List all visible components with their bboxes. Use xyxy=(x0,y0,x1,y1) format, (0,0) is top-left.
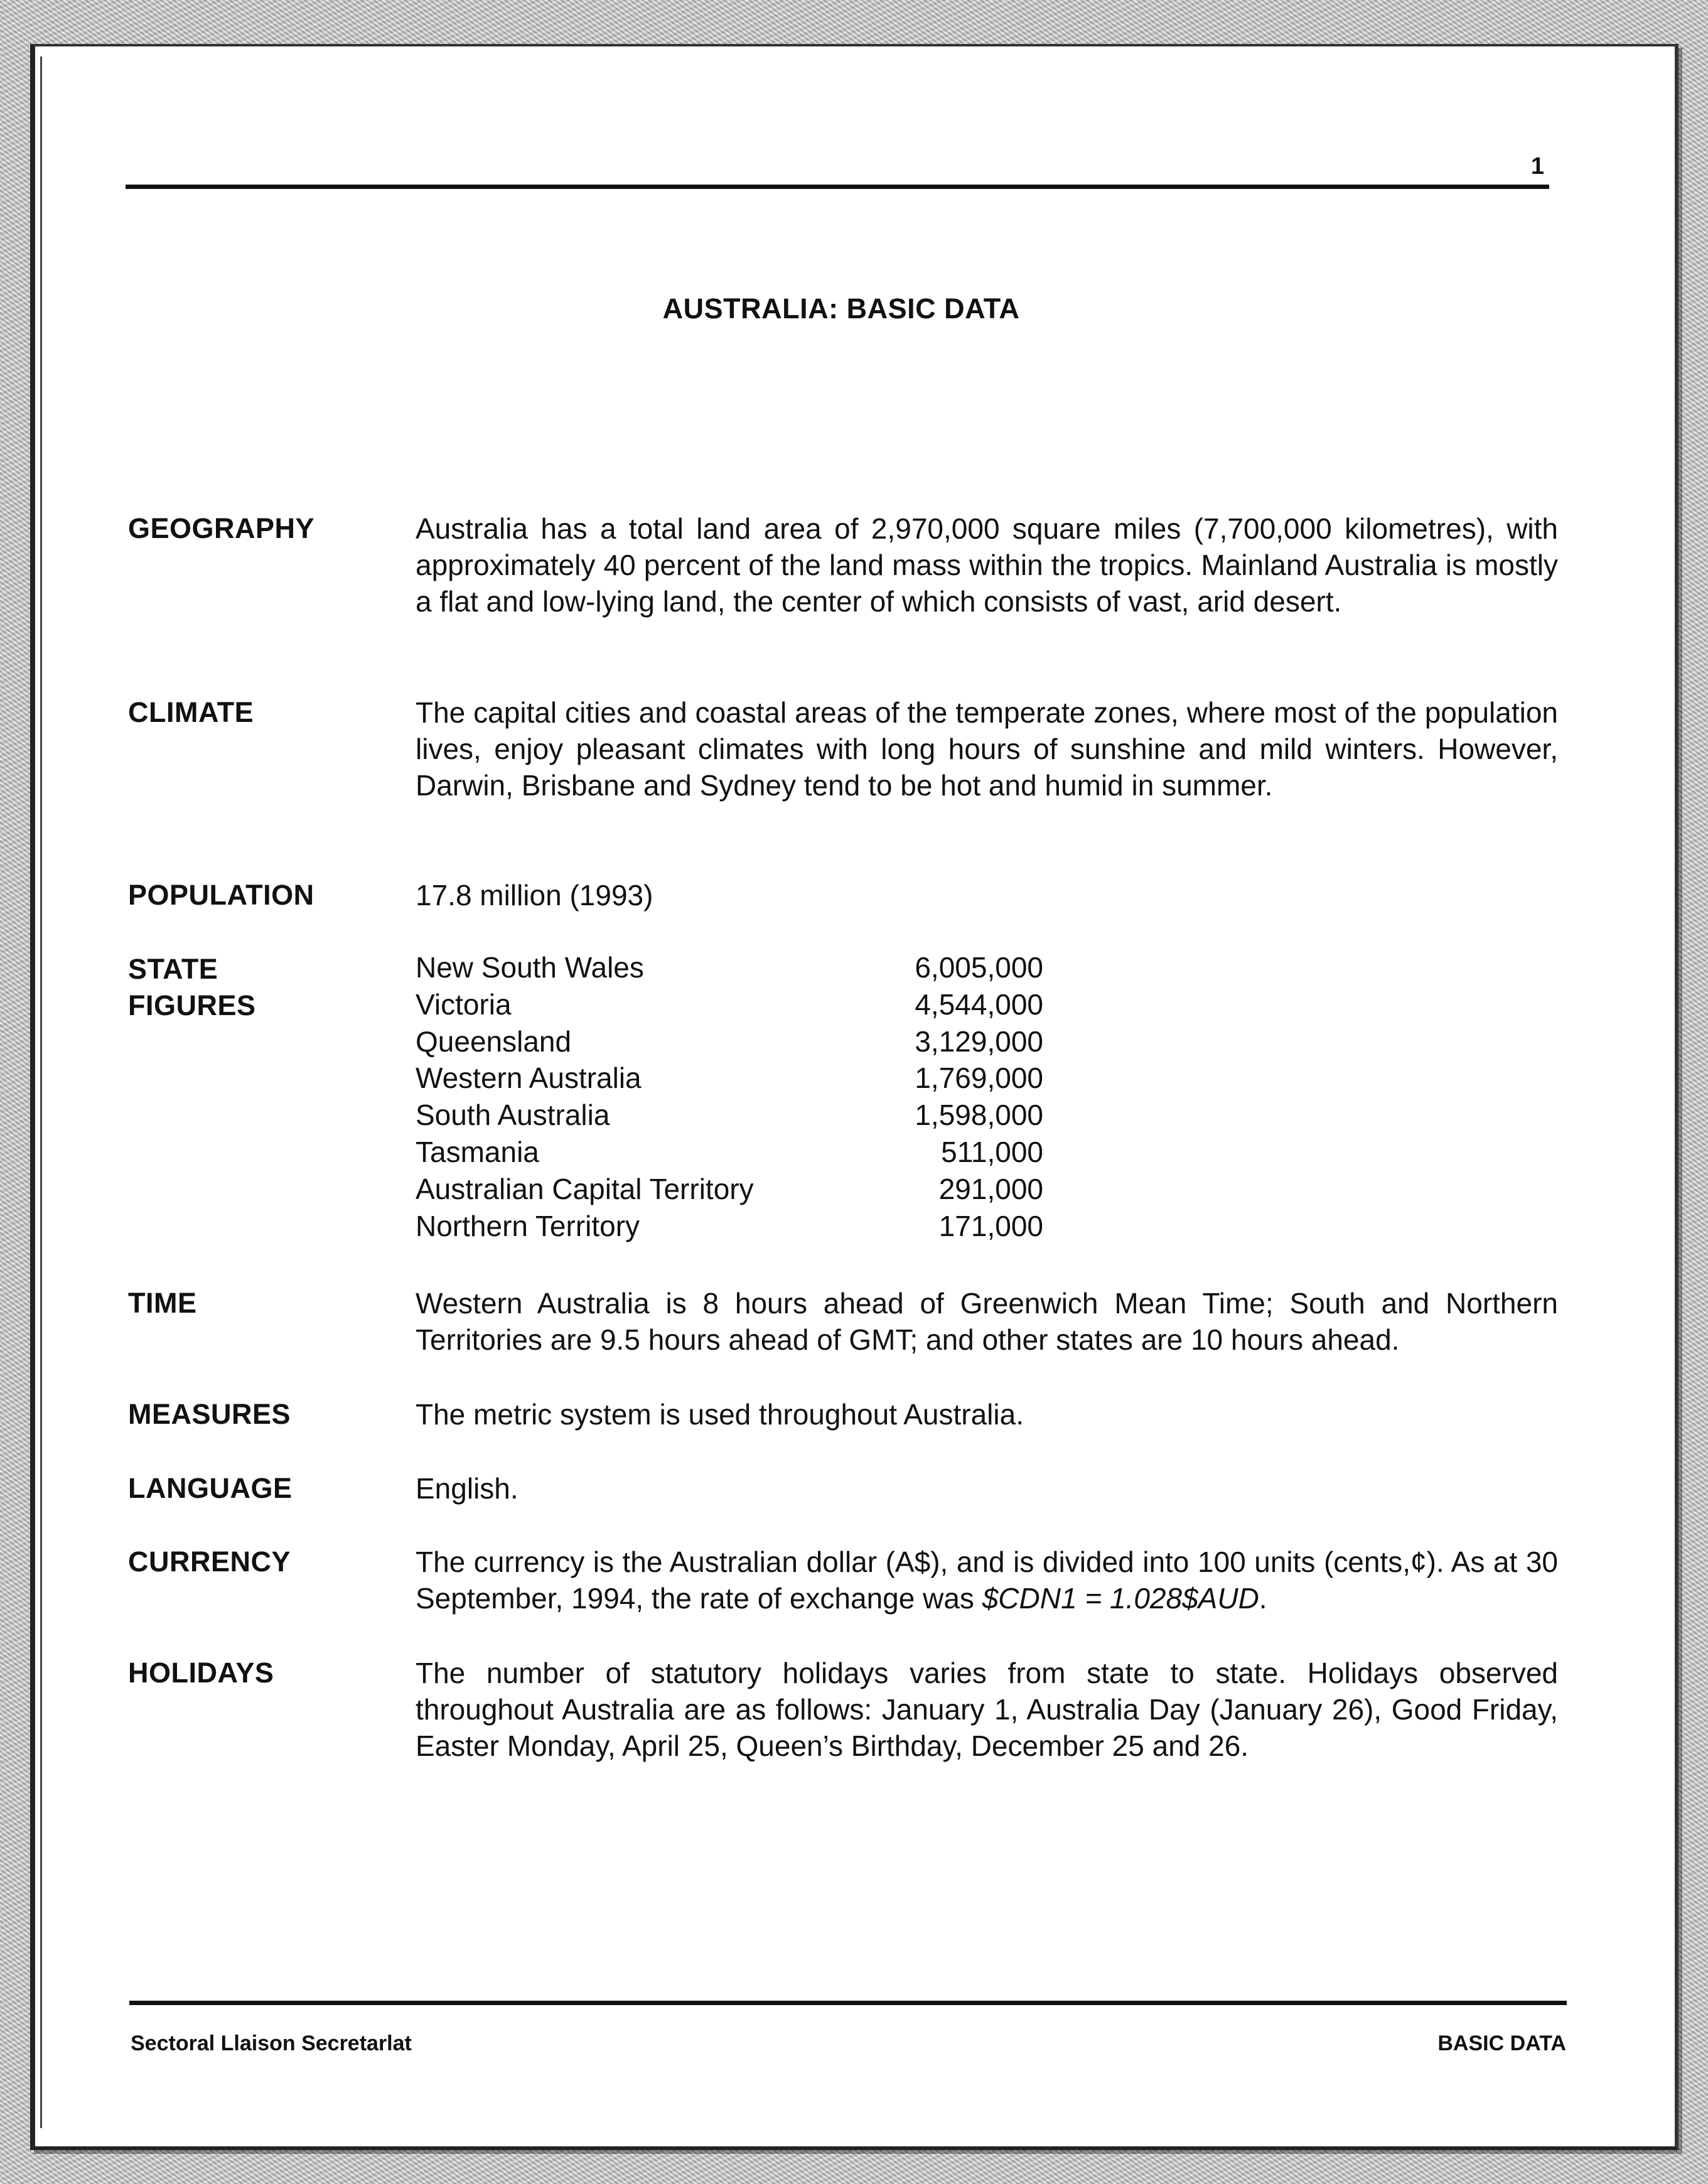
table-row xyxy=(416,949,1043,986)
state-population: 171,000 xyxy=(938,1209,1043,1242)
state-name: Northern Territory xyxy=(416,1209,640,1242)
measures-text: The metric system is used throughout Australia. xyxy=(416,1398,1024,1431)
table-row xyxy=(416,1060,1043,1097)
state-figures-label-line2: FIGURES xyxy=(128,989,256,1021)
state-population: 1,769,000 xyxy=(915,1062,1043,1095)
table-row xyxy=(416,986,1043,1023)
footer-section-name: BASIC DATA xyxy=(1437,2031,1566,2055)
header-rule xyxy=(126,185,1549,189)
state-population: 511,000 xyxy=(941,1135,1043,1168)
table-row xyxy=(416,1097,1043,1134)
state-name: South Australia xyxy=(416,1099,610,1132)
state-name: Western Australia xyxy=(416,1062,642,1095)
currency-text xyxy=(416,1544,1558,1616)
footer-organization: Sectoral Llaison Secretarlat xyxy=(131,2031,412,2055)
time-text: Western Australia is 8 hours ahead of Greenwich Mean Time; South and Northern Territories are 9.5 hours ahead of GMT; and other states are 10 hours ahead. xyxy=(416,1287,1558,1356)
document-title: AUSTRALIA: BASIC DATA xyxy=(662,293,1020,325)
state-population: 1,598,000 xyxy=(915,1099,1043,1132)
table-row xyxy=(416,1134,1043,1171)
state-population: 4,544,000 xyxy=(915,987,1043,1021)
state-population: 3,129,000 xyxy=(915,1025,1043,1058)
state-name: Victoria xyxy=(416,987,512,1021)
holidays-text: The number of statutory holidays varies from state to state. Holidays observed throughout Australia are as follows: January 1, Australia Day (January 26), Good Friday, Easter Monday, April 25, Queen’s Birthday, December 25 and 26. xyxy=(416,1657,1558,1762)
holidays-label: HOLIDAYS xyxy=(128,1657,274,1689)
state-name: Australian Capital Territory xyxy=(416,1172,754,1205)
currency-text-part2: . xyxy=(1259,1582,1267,1615)
state-figures-label-line1: STATE xyxy=(128,953,218,985)
exchange-rate: $CDN1 = 1.028$AUD xyxy=(982,1582,1259,1615)
state-name: Queensland xyxy=(416,1025,572,1058)
population-label: POPULATION xyxy=(128,879,314,911)
state-name: New South Wales xyxy=(416,951,644,984)
footer-rule xyxy=(129,2001,1567,2005)
binding-edge xyxy=(40,56,42,2128)
table-row xyxy=(416,1023,1043,1060)
geography-text: Australia has a total land area of 2,970,000 square miles (7,700,000 kilometres), with approximately 40 percent of the land mass within the tropics. Mainland Australia is mostly a flat and low-lying land, the center of which consists of vast, arid desert. xyxy=(416,512,1558,618)
measures-label: MEASURES xyxy=(128,1398,291,1430)
state-figures-table xyxy=(416,949,1043,1244)
state-figures-label xyxy=(128,951,404,1024)
currency-label: CURRENCY xyxy=(128,1546,291,1578)
table-row xyxy=(416,1171,1043,1208)
language-text: English. xyxy=(416,1472,518,1505)
climate-label: CLIMATE xyxy=(128,696,254,728)
state-name: Tasmania xyxy=(416,1135,539,1168)
climate-text: The capital cities and coastal areas of the temperate zones, where most of the population lives, enjoy pleasant climates with long hours of sunshine and mild winters. However, Darwin, Brisbane and Sydney tend to be hot and humid in summer. xyxy=(416,696,1558,802)
population-text: 17.8 million (1993) xyxy=(416,879,653,912)
state-population: 291,000 xyxy=(938,1172,1043,1205)
table-row xyxy=(416,1208,1043,1245)
currency-text-part1: The currency is the Australian dollar (A$), and is divided into 100 units (cents,¢). As at 30 September, 1994, the rate of exchange was xyxy=(416,1546,1558,1615)
geography-label: GEOGRAPHY xyxy=(128,512,315,544)
language-label: LANGUAGE xyxy=(128,1472,293,1504)
page-number: 1 xyxy=(1530,153,1544,180)
time-label: TIME xyxy=(128,1287,197,1319)
state-population: 6,005,000 xyxy=(915,951,1043,984)
